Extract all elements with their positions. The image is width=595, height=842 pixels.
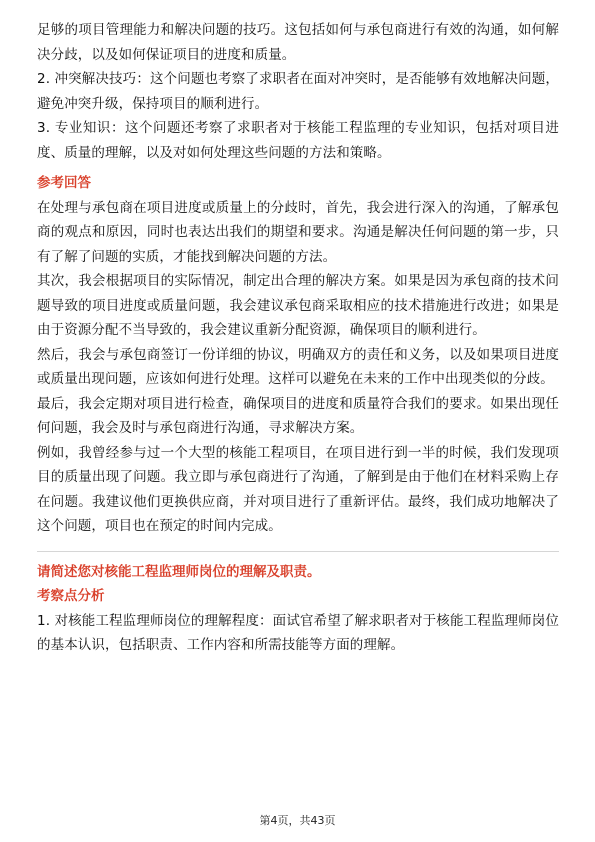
answer-paragraph: 在处理与承包商在项目进度或质量上的分歧时，首先，我会进行深入的沟通，了解承包商的观点和原因，同时也表达出我们的期望和要求。沟通是解决任何问题的第一步，只有了解了问题的实质，才能找到解决问题的方法。 <box>37 199 559 265</box>
document-page <box>37 18 559 658</box>
intro-point-2: 2. 冲突解决技巧：这个问题也考察了求职者在面对冲突时，是否能够有效地解决问题，避免冲突升级，保持项目的顺利进行。 <box>37 71 559 112</box>
question-title: 请简述您对核能工程监理师岗位的理解及职责。 <box>37 563 321 580</box>
intro-point-3: 3. 专业知识：这个问题还考察了求职者对于核能工程监理的专业知识，包括对项目进度、质量的理解，以及对如何处理这些问题的方法和策略。 <box>37 120 559 161</box>
reference-answer-heading: 参考回答 <box>37 175 91 191</box>
analysis-heading: 考察点分析 <box>37 588 105 604</box>
answer-paragraph: 然后，我会与承包商签订一份详细的协议，明确双方的责任和义务，以及如果项目进度或质量出现问题，应该如何进行处理。这样可以避免在未来的工作中出现类似的分歧。 <box>37 346 559 387</box>
section-divider <box>37 551 559 552</box>
answer-paragraph: 最后，我会定期对项目进行检查，确保项目的进度和质量符合我们的要求。如果出现任何问题，我会及时与承包商进行沟通，寻求解决方案。 <box>37 395 559 436</box>
analysis-point-1: 1. 对核能工程监理师岗位的理解程度：面试官希望了解求职者对于核能工程监理师岗位的基本认识，包括职责、工作内容和所需技能等方面的理解。 <box>37 612 559 653</box>
answer-paragraph: 例如，我曾经参与过一个大型的核能工程项目，在项目进行到一半的时候，我们发现项目的质量出现了问题。我立即与承包商进行了沟通，了解到是由于他们在材料采购上存在问题。我建议他们更换供应商，并对项目进行了重新评估。最终，我们成功地解决了这个问题，项目也在预定的时间内完成。 <box>37 444 559 534</box>
page-number: 第4页，共43页 <box>259 814 336 827</box>
answer-paragraph: 其次，我会根据项目的实际情况，制定出合理的解决方案。如果是因为承包商的技术问题导致的项目进度或质量问题，我会建议承包商采取相应的技术措施进行改进；如果是由于资源分配不当导致的，我会建议重新分配资源，确保项目的顺利进行。 <box>37 273 559 338</box>
intro-paragraph-1: 足够的项目管理能力和解决问题的技巧。这包括如何与承包商进行有效的沟通，如何解决分歧，以及如何保证项目的进度和质量。 <box>37 22 559 63</box>
